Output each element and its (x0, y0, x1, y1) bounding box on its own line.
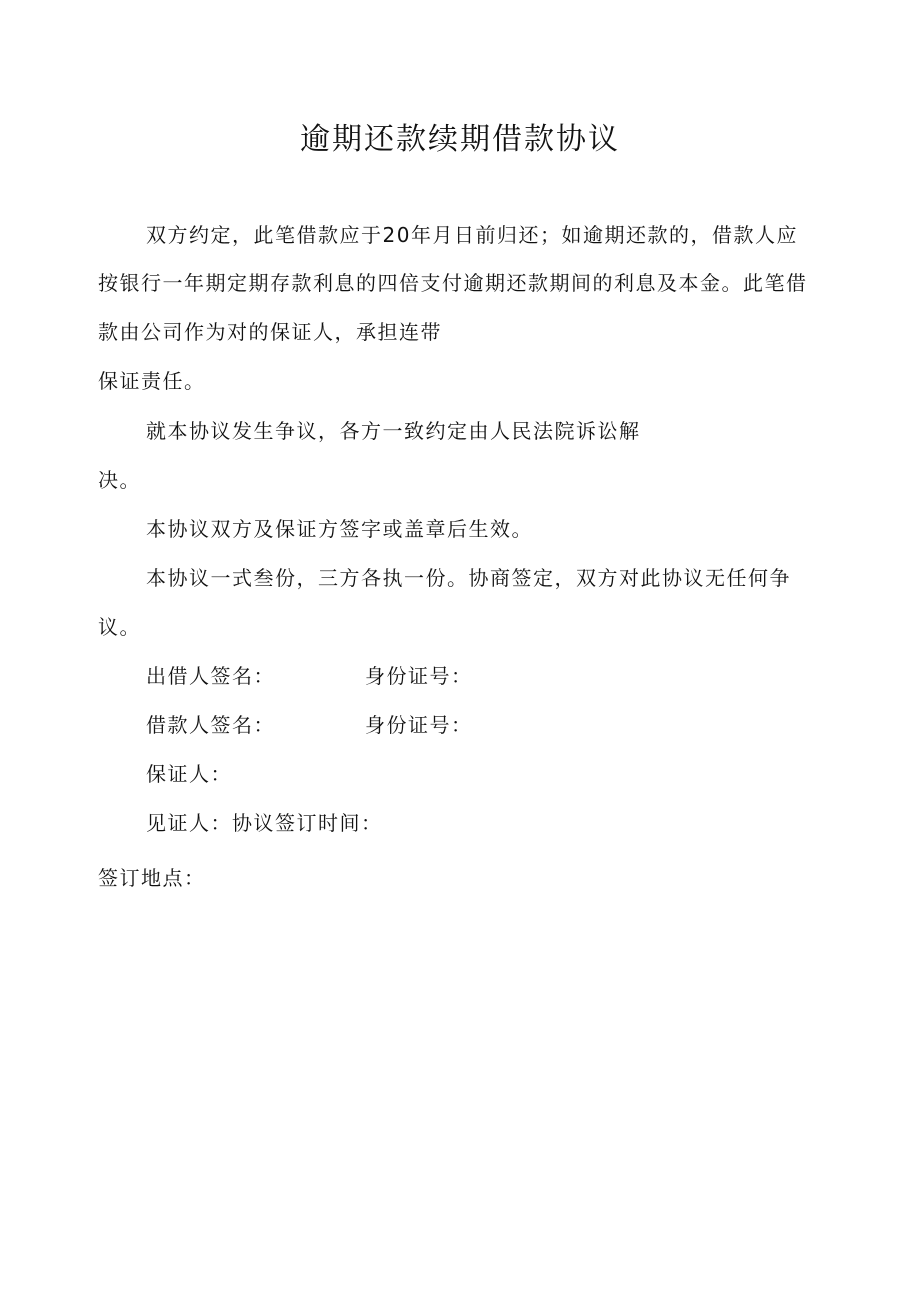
borrower-signature-label: 借款人签名： (146, 713, 275, 737)
paragraph4-line1: 本协议一式叁份，三方各执一份。协商签定，双方对此协议无任何争 (146, 566, 791, 590)
paragraph1-line3: 款由公司作为对的保证人，承担连带 (98, 320, 442, 344)
signing-place-label: 签订地点： (98, 866, 206, 890)
paragraph2-line1: 就本协议发生争议，各方一致约定由人民法院诉讼解 (146, 419, 641, 443)
lender-id-label: 身份证号： (365, 664, 473, 688)
paragraph3-line1: 本协议双方及保证方签字或盖章后生效。 (146, 517, 533, 541)
paragraph1-line1: 双方约定，此笔借款应于20年月日前归还；如逾期还款的，借款人应 (146, 223, 798, 247)
guarantor-label: 保证人： (146, 762, 232, 786)
witness-and-date-label: 见证人：协议签订时间： (146, 811, 383, 835)
paragraph1-line4: 保证责任。 (98, 369, 206, 393)
document-title: 逾期还款续期借款协议 (300, 122, 620, 157)
paragraph4-line2: 议。 (98, 615, 141, 639)
paragraph1-line2: 按银行一年期定期存款利息的四倍支付逾期还款期间的利息及本金。此笔借 (98, 271, 808, 295)
lender-signature-label: 出借人签名： (146, 664, 275, 688)
paragraph2-line2: 决。 (98, 468, 141, 492)
borrower-id-label: 身份证号： (365, 713, 473, 737)
